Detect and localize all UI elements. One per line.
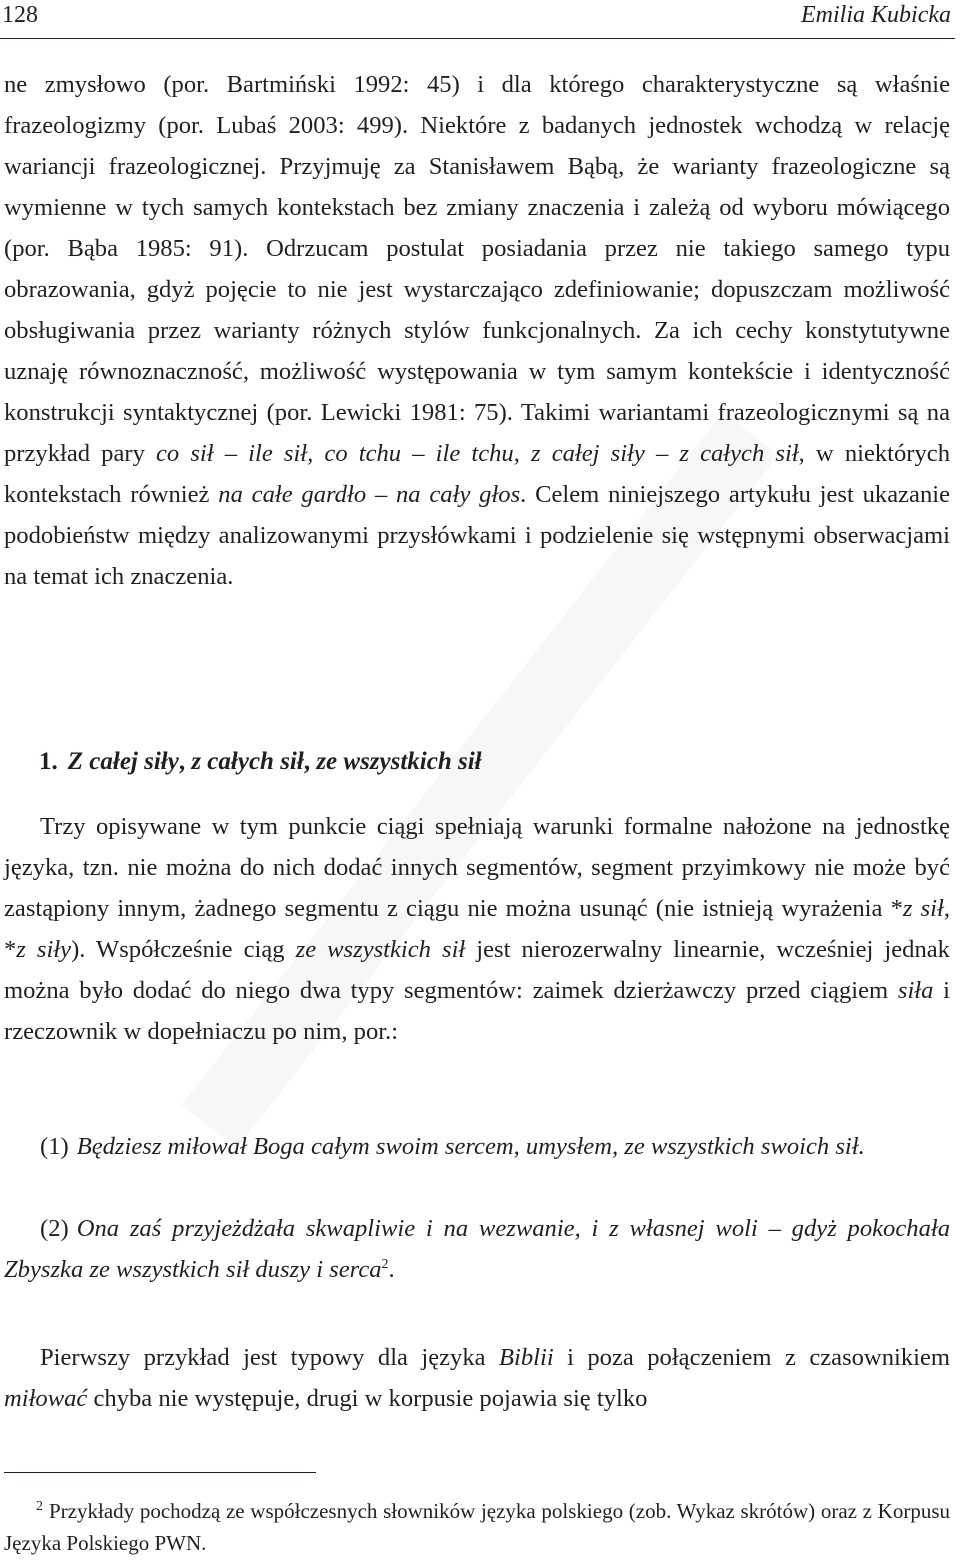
example-2: [4, 1208, 950, 1290]
example-number: (2): [40, 1215, 69, 1242]
p2-italic-4: siła: [897, 977, 934, 1004]
p2-italic-1: z sił: [902, 895, 944, 922]
p1-italic-1: co sił – ile sił, co tchu – ile tchu, z całej siły – z całych sił: [156, 440, 799, 467]
section-title-sep-2: ,: [303, 748, 317, 775]
p2-text-5: i rzeczownik w dopełniaczu po nim, por.:: [4, 977, 951, 1045]
example-1: [4, 1126, 950, 1167]
p3-text-1: Pierwszy przykład jest typowy dla języka: [40, 1344, 500, 1371]
p2-text-3: ). Współcześnie ciąg: [71, 936, 296, 963]
p2-text-1: Trzy opisywane w tym punkcie ciągi spełniają warunki formalne nałożone na jednostkę języka, tzn. nie można do nich dodać innych segmentów, segment przyimkowy nie może być zastąpiony innym, żadnego segmentu z ciągu nie można usunąć (nie istnieją wyrażenia *: [4, 813, 950, 922]
section-number: 1.: [39, 748, 58, 775]
section-title-part-1: Z całej siły: [67, 748, 179, 775]
page-number: 128: [2, 2, 38, 28]
p1-italic-2: na całe gardło – na cały głos: [218, 481, 521, 508]
footnote-reference[interactable]: 2: [381, 1256, 389, 1272]
paragraph-2: [4, 806, 950, 1052]
footnote-mark: 2: [36, 1499, 43, 1514]
example-number: (1): [40, 1133, 69, 1160]
running-head-author: Emilia Kubicka: [801, 2, 951, 28]
footnote: [4, 1495, 950, 1559]
footnote-text: Przykłady pochodzą ze współczesnych słowników języka polskiego (zob. Wykaz skrótów) oraz z Korpusu Języka Polskiego PWN.: [4, 1499, 950, 1555]
example-tail: .: [388, 1256, 395, 1283]
section-title-sep-1: ,: [178, 748, 192, 775]
p3-italic-2: miłować: [4, 1385, 88, 1412]
footnote-divider: [4, 1472, 316, 1473]
running-header: [0, 0, 955, 39]
p1-text-3: . Celem niniejszego artykułu jest ukazanie podobieństw między analizowanymi przysłówkami i podzielenie się wstępnymi obserwacjami na temat ich znaczenia.: [4, 481, 950, 590]
section-title-part-2: z całych sił: [191, 748, 304, 775]
p2-italic-3: ze wszystkich sił: [295, 936, 466, 963]
example-text: Ona zaś przyjeżdżała skwapliwie i na wezwanie, i z własnej woli – gdyż pokochała Zbyszka ze wszystkich sił duszy i serca: [4, 1215, 950, 1283]
p2-text-2: , *: [4, 895, 950, 963]
paragraph-3: [4, 1337, 950, 1419]
p1-text-2: , w niektórych kontekstach również: [4, 440, 950, 508]
p3-text-2: i poza połączeniem z czasownikiem: [553, 1344, 950, 1371]
paragraph-1: [4, 64, 950, 597]
p3-text-3: chyba nie występuje, drugi w korpusie pojawia się tylko: [87, 1385, 648, 1412]
section-heading: [39, 748, 482, 776]
p1-text-1: ne zmysłowo (por. Bartmiński 1992: 45) i dla którego charakterystyczne są właśnie frazeologizmy (por. Lubaś 2003: 499). Niektóre z badanych jednostek wchodzą w relację wariancji frazeologicznej. Przyjmuję za Stanisławem Bąbą, że warianty frazeologiczne są wymienne w tych samych kontekstach bez zmiany znaczenia i zależą od wyboru mówiącego (por. Bąba 1985: 91). Odrzucam postulat posiadania przez nie takiego samego typu obrazowania, gdyż pojęcie to nie jest wystarczająco zdefiniowanie; dopuszczam możliwość obsługiwania przez warianty różnych stylów funkcjonalnych. Za ich cechy konstytutywne uznaję równoznaczność, możliwość występowania w tym samym kontekście i identyczność konstrukcji syntaktycznej (por. Lewicki 1981: 75). Takimi wariantami frazeologicznymi są na przykład pary: [4, 71, 950, 467]
example-text: Będziesz miłował Boga całym swoim sercem, umysłem, ze wszystkich swoich sił.: [76, 1133, 865, 1160]
p2-text-4: jest nierozerwalny linearnie, wcześniej jednak można było dodać do niego dwa typy segmentów: zaimek dzierżawczy przed ciągiem: [4, 936, 950, 1004]
p2-italic-2: z siły: [16, 936, 72, 963]
p3-italic-1: Biblii: [499, 1344, 554, 1371]
section-title-part-3: ze wszystkich sił: [316, 748, 482, 775]
